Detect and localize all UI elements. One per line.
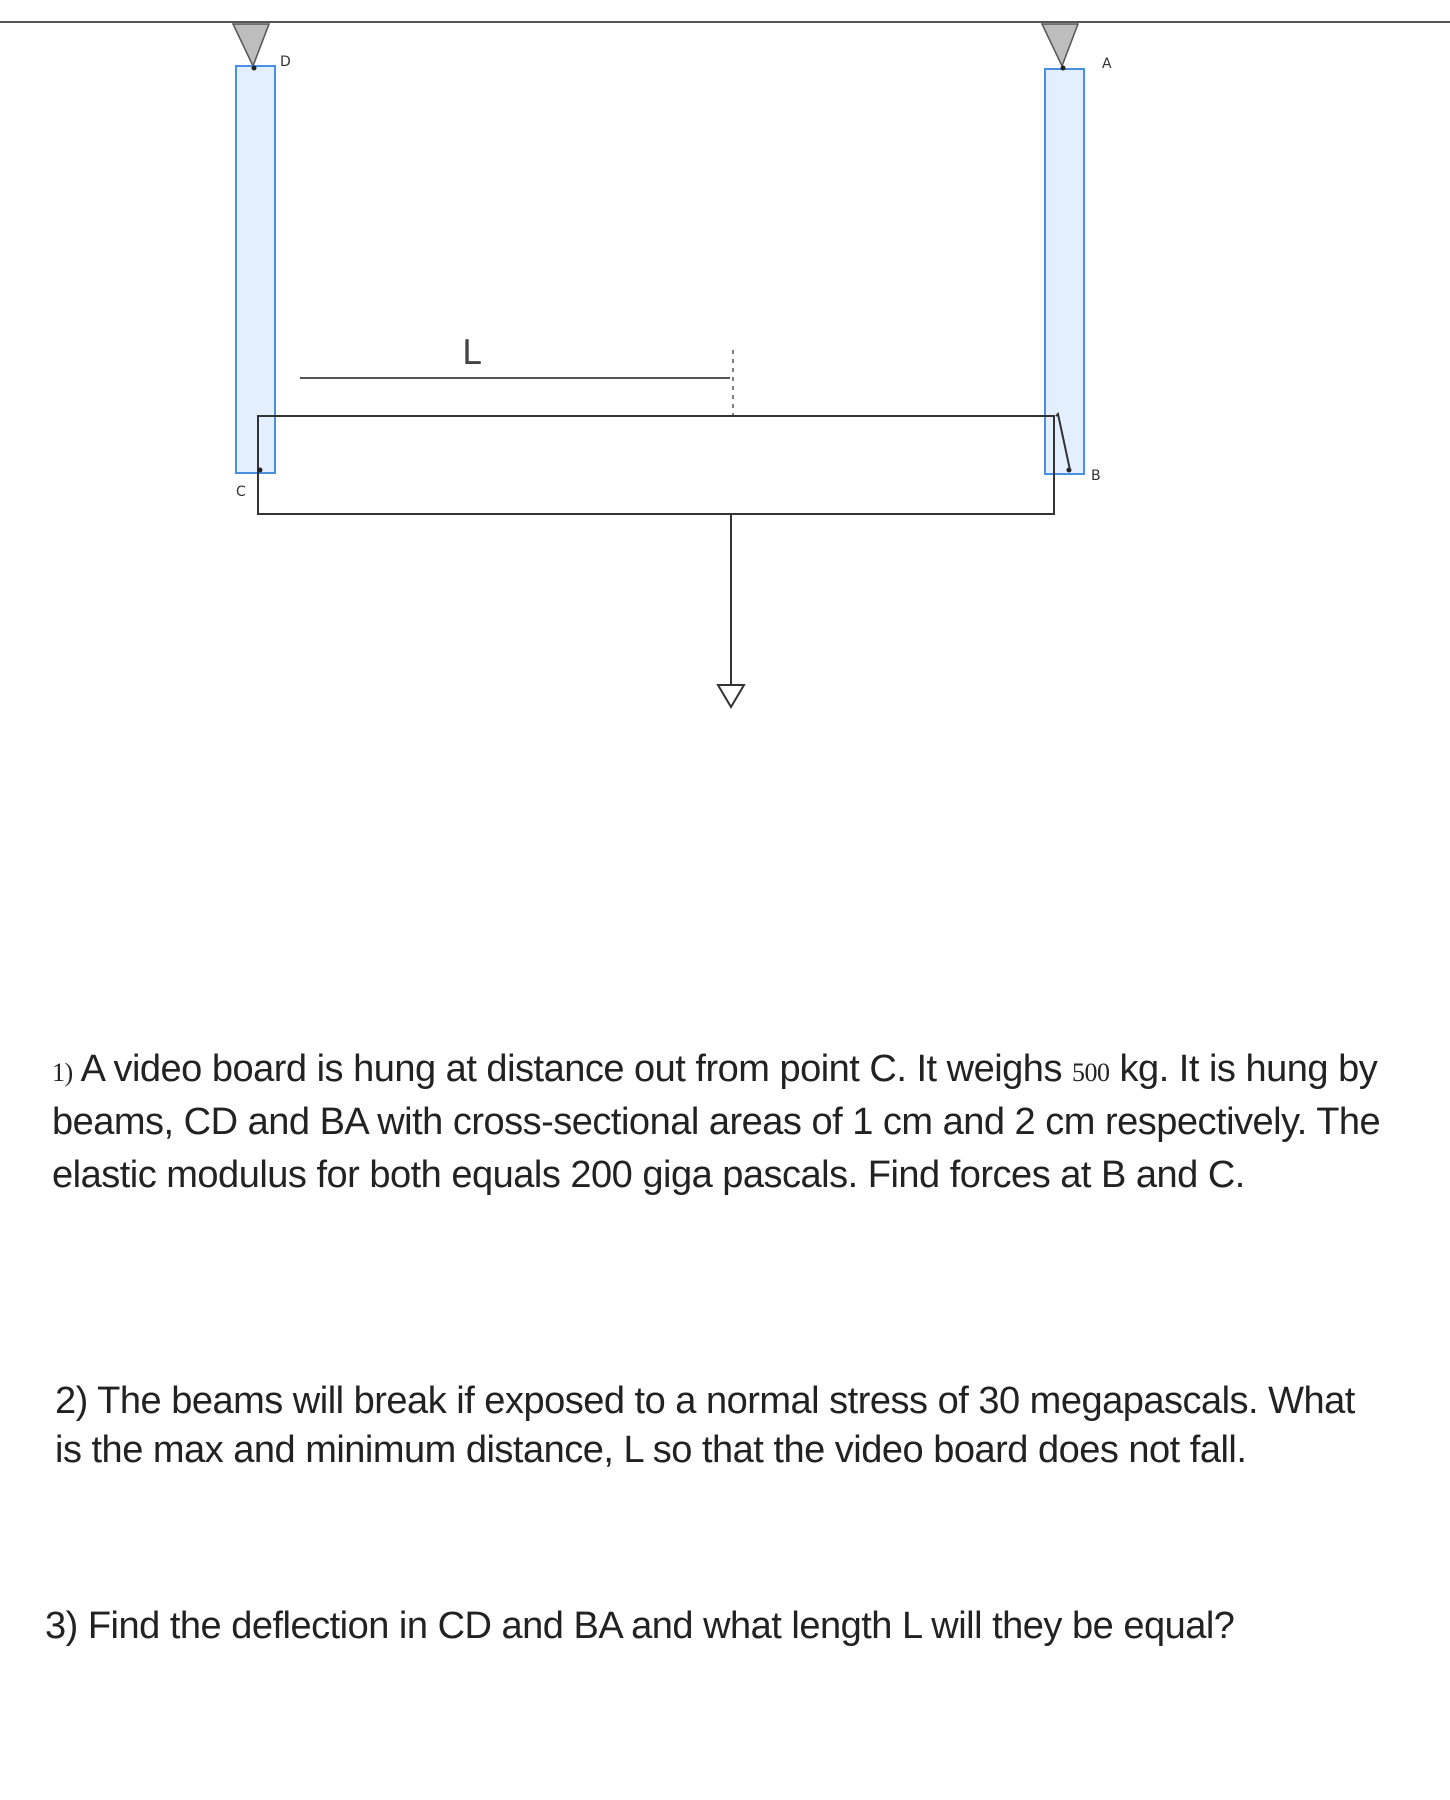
support-d-triangle [233,24,269,66]
problem-1 [52,1043,1392,1201]
beam-ba [1045,69,1084,474]
label-point-b: B [1091,468,1101,484]
label-length-l: L [462,333,481,373]
load-arrow-head [718,685,744,707]
point-a-dot [1061,66,1066,71]
problem-1-text-a: A video board is hung at distance out from point C. It weighs [72,1048,1072,1090]
problem-1-mass: 500 [1072,1058,1110,1087]
label-point-c: C [236,484,246,500]
beam-cd [236,66,275,473]
label-point-a: A [1102,56,1112,72]
point-c-dot [258,468,263,473]
label-point-d: D [280,54,291,70]
problem-2: 2) The beams will break if exposed to a normal stress of 30 megapascals. What is the max and minimum distance, L so that the video board does not fall. [55,1380,1355,1472]
problem-3: 3) Find the deflection in CD and BA and what length L will they be equal? [45,1605,1235,1647]
support-a-triangle [1042,24,1078,66]
point-d-dot [252,66,257,71]
video-board [258,416,1054,514]
problem-1-number: 1) [52,1058,73,1087]
problem-1-text-b: kg. It is hung by beams, CD and BA with cross-sectional areas of 1 cm and 2 cm respectively. The elastic modulus for both equals 200 giga pascals. Find forces at B and C. [52,1048,1381,1196]
